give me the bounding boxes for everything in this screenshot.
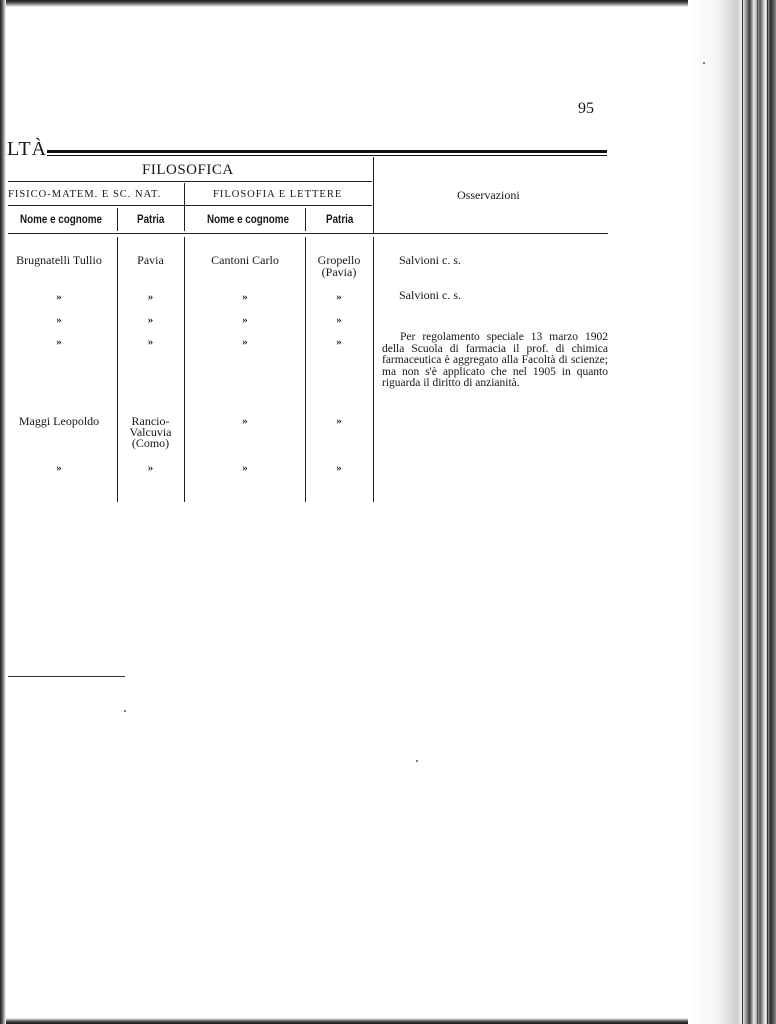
ink-speck — [416, 760, 418, 762]
group-title: FILOSOFICA — [142, 162, 234, 178]
subgroup-filosofia: FILOSOFIA E LETTERE — [213, 189, 343, 200]
ditto-mark: » — [147, 336, 154, 348]
table-cell-osservazioni: Salvioni c. s. — [399, 288, 461, 302]
ditto-mark: » — [147, 462, 154, 474]
observations-header: Osservazioni — [457, 188, 520, 202]
col-header-nome-2: Nome e cognome — [207, 212, 290, 226]
ditto-mark: » — [336, 462, 342, 474]
column-divider — [373, 237, 374, 502]
observation-note: Per regolamento speciale 13 marzo 1902 della Scuola di farmacia il prof. di chimica farmaceutica è aggregato alla Facoltà di scienze; ma non s'è applicato che nel 1905 in quanto riguarda il diritto di anzianità. — [382, 331, 608, 389]
spine-line — [742, 0, 743, 1024]
column-divider — [117, 208, 118, 231]
page-top-edge — [0, 0, 776, 7]
ditto-mark: » — [242, 462, 248, 474]
table-cell-patria-2: Gropello — [317, 253, 361, 267]
ditto-mark: » — [56, 314, 62, 326]
column-divider — [184, 183, 185, 231]
header-rule-thick — [47, 150, 607, 153]
table-cell-patria-1: Pavia — [137, 253, 164, 267]
page-bottom-edge — [0, 1018, 776, 1024]
page-number: 95 — [578, 100, 594, 117]
ink-speck — [703, 62, 705, 64]
table-cell-nome-2: Cantoni Carlo — [211, 253, 279, 267]
ditto-mark: » — [56, 291, 62, 303]
header-rule-thin — [47, 155, 607, 156]
spine-line — [767, 0, 768, 1024]
ditto-mark: » — [336, 291, 342, 303]
table-cell-nome-1: Maggi Leopoldo — [18, 414, 100, 428]
table-cell-patria-1: Rancio- — [131, 414, 170, 428]
subgroup-fisico: FISICO-MATEM. E SC. NAT. — [8, 189, 162, 200]
book-spine — [688, 0, 776, 1024]
table-cell-nome-1: Brugnatelli Tullio — [16, 253, 102, 267]
page-left-edge — [0, 0, 6, 1024]
ditto-mark: » — [242, 314, 248, 326]
column-divider — [373, 157, 374, 233]
table-cell-patria-2: (Pavia) — [321, 265, 357, 279]
col-header-patria-1: Patria — [137, 212, 165, 226]
spine-line — [757, 0, 758, 1024]
ditto-mark: » — [56, 336, 62, 348]
group-title-rule — [8, 181, 372, 182]
subgroup-rule — [8, 205, 372, 206]
col-header-nome-1: Nome e cognome — [20, 212, 103, 226]
ditto-mark: » — [336, 314, 342, 326]
column-divider — [184, 237, 185, 502]
ditto-mark: » — [242, 336, 248, 348]
table-cell-patria-1: (Como) — [131, 436, 170, 450]
column-divider — [305, 208, 306, 231]
footnote-rule — [8, 676, 125, 677]
ditto-mark: » — [336, 415, 342, 427]
ink-speck — [124, 710, 126, 712]
ditto-mark: » — [242, 415, 248, 427]
table-cell-osservazioni: Salvioni c. s. — [399, 253, 461, 267]
col-header-patria-2: Patria — [326, 212, 354, 226]
table-cell-patria-1: Valcuvia — [129, 425, 172, 439]
ditto-mark: » — [147, 314, 154, 326]
ditto-mark: » — [242, 291, 248, 303]
ditto-mark: » — [147, 291, 154, 303]
ditto-mark: » — [336, 336, 342, 348]
ditto-mark: » — [56, 462, 62, 474]
header-bottom-rule — [8, 233, 608, 234]
running-head: LTÀ — [7, 138, 48, 160]
